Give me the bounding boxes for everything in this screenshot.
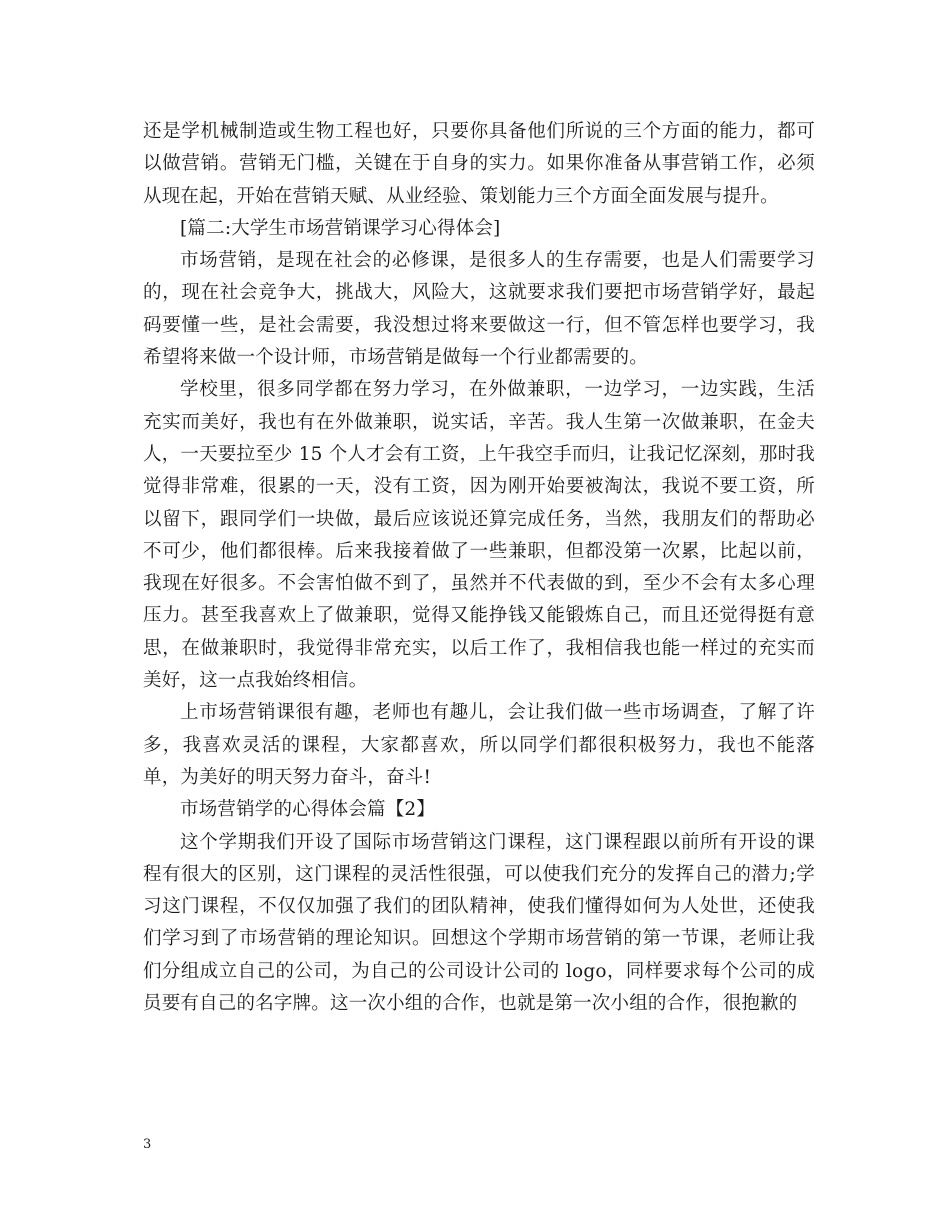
- paragraph-3: 学校里，很多同学都在努力学习，在外做兼职，一边学习，一边实践，生活充实而美好，我也有在外做兼职，说实话，辛苦。我人生第一次做兼职，在金夫人，一天要拉至少 15 个人才会有工资，上午我空手而归，让我记忆深刻，那时我觉得非常难，很累的一天，没有工资，因为刚开始要被淘汰，我说不要工资，所以留下，跟同学们一块做，最后应该说还算完成任务，当然，我朋友们的帮助必不可少，他们都很棒。后来我接着做了一些兼职，但都没第一次累，比起以前，我现在好很多。不会害怕做不到了，虽然并不代表做的到，至少不会有太多心理压力。甚至我喜欢上了做兼职，觉得又能挣钱又能锻炼自己，而且还觉得挺有意思，在做兼职时，我觉得非常充实，以后工作了，我相信我也能一样过的充实而美好，这一点我始终相信。: [143, 379, 815, 692]
- section-heading-part-two: [篇二:大学生市场营销课学习心得体会]: [180, 217, 501, 239]
- section-heading-part-2: 市场营销学的心得体会篇【2】: [180, 799, 436, 821]
- page-number: 3: [143, 1137, 152, 1152]
- paragraph-4: 上市场营销课很有趣，老师也有趣儿，会让我们做一些市场调查，了解了许多，我喜欢灵活的课程，大家都喜欢，所以同学们都很积极努力，我也不能落单，为美好的明天努力奋斗，奋斗!: [143, 702, 815, 788]
- paragraph-2: 市场营销，是现在社会的必修课，是很多人的生存需要，也是人们需要学习的，现在社会竞争大，挑战大，风险大，这就要求我们要把市场营销学好，最起码要懂一些，是社会需要，我没想过将来要做这一行，但不管怎样也要学习，我希望将来做一个设计师，市场营销是做每一个行业都需要的。: [143, 250, 815, 369]
- document-body: [143, 116, 815, 1020]
- paragraph-5: 这个学期我们开设了国际市场营销这门课程，这门课程跟以前所有开设的课程有很大的区别，这门课程的灵活性很强，可以使我们充分的发挥自己的潜力;学习这门课程，不仅仅加强了我们的团队精神，使我们懂得如何为人处世，还使我们学习到了市场营销的理论知识。回想这个学期市场营销的第一节课，老师让我们分组成立自己的公司，为自己的公司设计公司的 logo，同样要求每个公司的成员要有自己的名字牌。这一次小组的合作，也就是第一次小组的合作，很抱歉的: [143, 831, 815, 1015]
- paragraph-1: 还是学机械制造或生物工程也好，只要你具备他们所说的三个方面的能力，都可以做营销。营销无门槛，关键在于自身的实力。如果你准备从事营销工作，必须从现在起，开始在营销天赋、从业经验、策划能力三个方面全面发展与提升。: [143, 121, 815, 207]
